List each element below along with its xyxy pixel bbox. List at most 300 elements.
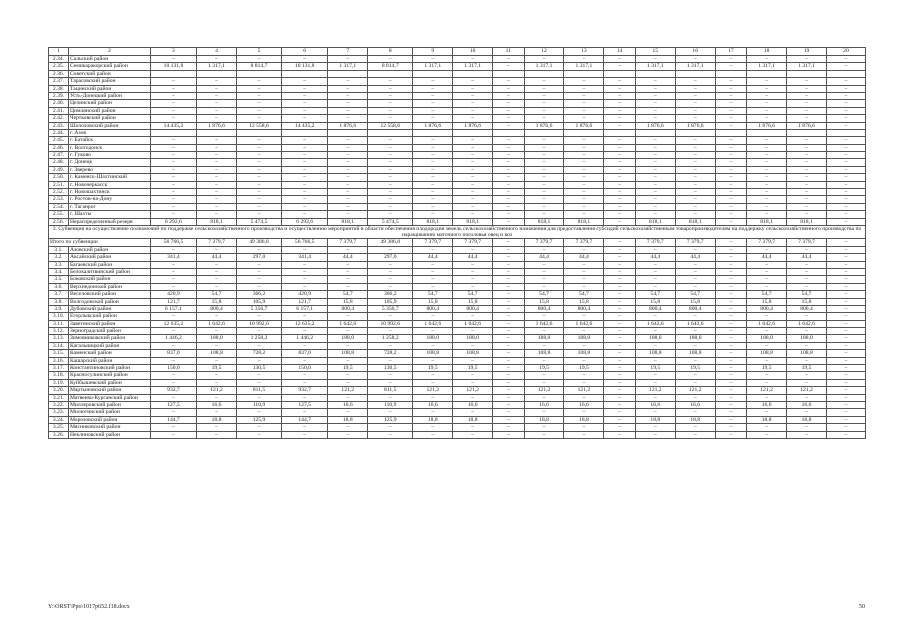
table-cell: –	[524, 85, 564, 92]
table-cell: –	[564, 144, 604, 151]
table-cell: –	[787, 144, 827, 151]
table-cell: –	[564, 56, 604, 63]
table-cell: –	[150, 409, 196, 416]
table-cell: –	[493, 196, 525, 203]
total-cell: 7 379,7	[635, 239, 675, 246]
table-cell: –	[747, 328, 787, 335]
table-cell: –	[826, 78, 865, 85]
table-cell: 6 292,6	[282, 218, 328, 225]
total-cell: –	[604, 239, 636, 246]
table-cell: –	[413, 203, 453, 210]
table-row	[49, 268, 866, 275]
table-cell	[635, 70, 675, 77]
table-cell: –	[715, 320, 747, 327]
table-cell: 932,7	[150, 387, 196, 394]
table-cell: –	[413, 159, 453, 166]
table-cell: –	[493, 85, 525, 92]
table-cell: –	[524, 283, 564, 290]
table-cell: –	[453, 203, 493, 210]
table-cell: 818,1	[747, 218, 787, 225]
table-cell: –	[826, 350, 865, 357]
table-cell: 44,4	[635, 254, 675, 261]
table-cell: –	[747, 268, 787, 275]
table-cell: –	[282, 152, 328, 159]
table-cell: –	[368, 268, 413, 275]
table-cell: –	[564, 424, 604, 431]
column-header: 8	[368, 48, 413, 56]
table-cell: 1 317,1	[675, 63, 715, 70]
row-number: 3.1.	[49, 246, 69, 253]
table-cell: –	[787, 394, 827, 401]
table-cell: –	[604, 196, 636, 203]
table-cell: –	[524, 78, 564, 85]
row-number: 3.22.	[49, 401, 69, 408]
table-cell: –	[564, 100, 604, 107]
table-cell: –	[715, 335, 747, 342]
table-row	[49, 203, 866, 210]
table-cell: –	[197, 152, 237, 159]
table-cell: 54,7	[564, 291, 604, 298]
table-cell: –	[197, 203, 237, 210]
total-cell: 56 766,5	[282, 239, 328, 246]
table-cell: 818,1	[635, 218, 675, 225]
row-number: 2.52.	[49, 189, 69, 196]
table-cell	[150, 70, 196, 77]
table-cell: –	[604, 254, 636, 261]
table-cell: 1 642,6	[328, 320, 368, 327]
table-cell: –	[747, 372, 787, 379]
row-number: 3.17.	[49, 365, 69, 372]
table-cell: –	[453, 246, 493, 253]
table-row	[49, 137, 866, 144]
table-cell: –	[715, 431, 747, 438]
table-cell: –	[453, 431, 493, 438]
table-cell: 1 876,6	[197, 122, 237, 129]
table-cell: –	[197, 100, 237, 107]
row-name: Константиновский район	[68, 365, 150, 372]
table-cell: 837,0	[150, 350, 196, 357]
table-cell: –	[368, 394, 413, 401]
table-cell: –	[368, 56, 413, 63]
table-cell: –	[282, 115, 328, 122]
table-cell: –	[413, 189, 453, 196]
table-cell: 10 992,6	[236, 320, 281, 327]
table-cell: –	[826, 431, 865, 438]
table-cell: –	[197, 283, 237, 290]
column-header: 15	[635, 48, 675, 56]
table-cell: –	[524, 431, 564, 438]
table-cell: –	[715, 365, 747, 372]
table-cell: –	[787, 313, 827, 320]
table-cell: 130,5	[236, 365, 281, 372]
table-cell: –	[604, 320, 636, 327]
table-cell: –	[282, 276, 328, 283]
table-cell: –	[328, 211, 368, 218]
table-cell: –	[413, 372, 453, 379]
table-row	[49, 261, 866, 268]
total-cell: 7 379,7	[328, 239, 368, 246]
table-cell: 1 317,1	[747, 63, 787, 70]
table-cell: –	[564, 159, 604, 166]
row-number: 3.4.	[49, 268, 69, 275]
table-cell: –	[675, 166, 715, 173]
table-row	[49, 144, 866, 151]
table-cell: –	[453, 189, 493, 196]
table-cell: 121,2	[675, 387, 715, 394]
table-row	[49, 92, 866, 99]
row-name: Боковский район	[68, 276, 150, 283]
table-cell: –	[675, 276, 715, 283]
row-name: Каменский район	[68, 350, 150, 357]
table-cell: –	[453, 409, 493, 416]
table-cell: –	[564, 152, 604, 159]
table-cell: –	[150, 107, 196, 114]
table-cell: –	[564, 357, 604, 364]
table-row	[49, 78, 866, 85]
table-cell: –	[826, 115, 865, 122]
table-cell: –	[493, 328, 525, 335]
table-cell: 818,1	[675, 218, 715, 225]
table-cell: –	[150, 196, 196, 203]
table-cell: –	[787, 166, 827, 173]
table-cell: –	[328, 409, 368, 416]
total-cell: 49 386,8	[236, 239, 281, 246]
table-cell: 108,8	[635, 350, 675, 357]
table-cell: 1 317,1	[453, 63, 493, 70]
table-cell: 297,0	[236, 254, 281, 261]
table-cell: –	[453, 115, 493, 122]
table-cell: –	[150, 56, 196, 63]
table-cell: 1 642,6	[675, 320, 715, 327]
table-cell: –	[413, 379, 453, 386]
table-cell: –	[197, 357, 237, 364]
table-cell: –	[368, 211, 413, 218]
table-cell: 800,4	[635, 305, 675, 312]
table-cell: –	[524, 357, 564, 364]
table-cell: –	[282, 85, 328, 92]
table-cell	[715, 129, 747, 136]
table-cell: 188,0	[675, 335, 715, 342]
table-cell: –	[787, 181, 827, 188]
row-name: Зерноградский район	[68, 328, 150, 335]
table-cell: –	[328, 313, 368, 320]
table-cell: –	[564, 268, 604, 275]
row-name: Мартыновский район	[68, 387, 150, 394]
table-cell: –	[493, 431, 525, 438]
table-body	[49, 48, 866, 439]
table-cell: 44,4	[747, 254, 787, 261]
table-row	[49, 365, 866, 372]
row-number: 3.24.	[49, 416, 69, 423]
table-cell: –	[282, 137, 328, 144]
table-cell: –	[747, 196, 787, 203]
table-cell: –	[493, 320, 525, 327]
table-cell: –	[150, 144, 196, 151]
table-cell: –	[564, 137, 604, 144]
table-cell: –	[635, 144, 675, 151]
table-cell: –	[747, 100, 787, 107]
table-cell: –	[524, 203, 564, 210]
row-number: 2.42.	[49, 115, 69, 122]
table-row	[49, 372, 866, 379]
table-cell: 18,8	[564, 416, 604, 423]
table-row	[49, 409, 866, 416]
total-cell: 7 379,7	[787, 239, 827, 246]
row-number: 3.2.	[49, 254, 69, 261]
row-number: 2.51.	[49, 181, 69, 188]
table-cell: –	[413, 276, 453, 283]
table-cell: –	[675, 196, 715, 203]
table-cell: –	[413, 431, 453, 438]
total-cell: –	[826, 239, 865, 246]
table-cell	[675, 70, 715, 77]
table-cell: 1 317,1	[328, 63, 368, 70]
table-cell: –	[197, 181, 237, 188]
table-cell: –	[675, 357, 715, 364]
table-cell	[197, 129, 237, 136]
table-cell: –	[453, 424, 493, 431]
table-cell: –	[413, 152, 453, 159]
table-cell: –	[524, 409, 564, 416]
table-row	[49, 276, 866, 283]
table-cell: –	[328, 342, 368, 349]
table-cell: –	[282, 189, 328, 196]
table-cell: –	[236, 56, 281, 63]
table-cell: –	[413, 313, 453, 320]
table-cell: –	[282, 424, 328, 431]
table-cell: –	[368, 78, 413, 85]
row-number: 2.46.	[49, 144, 69, 151]
table-cell: –	[236, 379, 281, 386]
table-cell: –	[493, 115, 525, 122]
table-cell: –	[715, 379, 747, 386]
table-cell: 1 876,6	[675, 122, 715, 129]
table-cell: 54,7	[787, 291, 827, 298]
table-cell: 15,8	[453, 298, 493, 305]
table-cell: –	[747, 379, 787, 386]
table-cell: –	[282, 92, 328, 99]
table-cell: –	[453, 328, 493, 335]
table-cell	[282, 70, 328, 77]
table-cell: –	[150, 394, 196, 401]
table-cell: –	[635, 152, 675, 159]
table-cell: –	[413, 56, 453, 63]
table-cell: 19,5	[524, 365, 564, 372]
table-cell: –	[675, 283, 715, 290]
table-cell: –	[453, 211, 493, 218]
table-cell: –	[635, 261, 675, 268]
table-cell: –	[493, 100, 525, 107]
table-cell: –	[635, 357, 675, 364]
row-name: г. Ростов-на-Дону	[68, 196, 150, 203]
table-cell: –	[747, 313, 787, 320]
column-header: 14	[604, 48, 636, 56]
table-cell: –	[826, 174, 865, 181]
table-cell: –	[413, 92, 453, 99]
table-cell	[826, 129, 865, 136]
table-cell: –	[715, 211, 747, 218]
table-cell: –	[328, 246, 368, 253]
table-cell: –	[675, 78, 715, 85]
table-cell: 16,6	[197, 401, 237, 408]
table-cell: –	[328, 115, 368, 122]
table-cell: –	[150, 203, 196, 210]
table-cell	[675, 129, 715, 136]
table-cell: –	[826, 365, 865, 372]
table-cell: –	[675, 424, 715, 431]
table-cell: 150,0	[150, 365, 196, 372]
table-cell: 16,6	[453, 401, 493, 408]
table-cell: –	[787, 409, 827, 416]
table-cell: 105,9	[236, 298, 281, 305]
table-cell: –	[787, 100, 827, 107]
table-cell: –	[197, 246, 237, 253]
row-number: 3.14.	[49, 342, 69, 349]
table-cell: 121,2	[747, 387, 787, 394]
table-cell: –	[368, 166, 413, 173]
table-cell: –	[635, 56, 675, 63]
table-cell: –	[604, 181, 636, 188]
table-row	[49, 320, 866, 327]
table-row	[49, 342, 866, 349]
table-cell: –	[197, 107, 237, 114]
table-cell: 15,8	[413, 298, 453, 305]
table-cell: –	[747, 152, 787, 159]
table-cell: –	[493, 416, 525, 423]
table-cell: –	[635, 189, 675, 196]
table-cell: –	[282, 144, 328, 151]
table-cell: –	[524, 313, 564, 320]
table-cell: 150,0	[282, 365, 328, 372]
table-cell: 1 642,6	[787, 320, 827, 327]
table-cell: –	[675, 342, 715, 349]
table-cell: –	[747, 431, 787, 438]
table-cell: 188,0	[453, 335, 493, 342]
table-cell: –	[826, 335, 865, 342]
table-cell: –	[328, 92, 368, 99]
table-cell: –	[282, 313, 328, 320]
table-cell: –	[150, 78, 196, 85]
table-cell: –	[826, 424, 865, 431]
table-cell	[453, 129, 493, 136]
table-row	[49, 335, 866, 342]
table-cell: –	[453, 181, 493, 188]
table-cell: –	[787, 196, 827, 203]
table-cell: –	[197, 394, 237, 401]
table-cell: –	[282, 328, 328, 335]
table-cell: 818,1	[564, 218, 604, 225]
table-cell	[564, 129, 604, 136]
table-cell: –	[453, 107, 493, 114]
table-cell: –	[328, 268, 368, 275]
table-cell: –	[413, 261, 453, 268]
table-cell: 108,8	[197, 350, 237, 357]
table-cell: –	[493, 92, 525, 99]
table-cell: –	[675, 246, 715, 253]
table-cell: –	[604, 424, 636, 431]
table-cell: –	[197, 424, 237, 431]
table-cell: –	[150, 166, 196, 173]
table-cell: –	[747, 85, 787, 92]
table-cell: –	[524, 342, 564, 349]
table-cell: –	[826, 144, 865, 151]
table-cell: –	[604, 276, 636, 283]
table-cell: –	[328, 276, 368, 283]
table-cell: –	[787, 431, 827, 438]
table-cell: –	[675, 372, 715, 379]
row-name: Кагальницкий район	[68, 342, 150, 349]
table-cell: –	[675, 100, 715, 107]
row-number: 3.23.	[49, 409, 69, 416]
table-cell: 110,9	[368, 401, 413, 408]
row-name: г. Зверево	[68, 166, 150, 173]
table-cell: –	[282, 107, 328, 114]
table-cell	[524, 70, 564, 77]
table-cell: –	[787, 152, 827, 159]
table-cell	[150, 129, 196, 136]
table-cell: –	[747, 115, 787, 122]
table-cell: –	[564, 342, 604, 349]
table-cell: –	[368, 100, 413, 107]
table-cell: –	[236, 372, 281, 379]
table-cell: –	[564, 166, 604, 173]
table-cell: –	[236, 159, 281, 166]
table-cell: –	[635, 115, 675, 122]
table-cell: –	[564, 78, 604, 85]
table-cell: –	[715, 424, 747, 431]
table-cell: 19,5	[453, 365, 493, 372]
table-cell: 19,5	[413, 365, 453, 372]
table-cell: 108,8	[564, 350, 604, 357]
table-cell: 12 558,6	[368, 122, 413, 129]
table-cell: 818,1	[197, 218, 237, 225]
total-cell: 7 379,7	[675, 239, 715, 246]
table-cell: 44,4	[524, 254, 564, 261]
table-cell: –	[826, 166, 865, 173]
table-cell: –	[453, 276, 493, 283]
table-cell: –	[826, 372, 865, 379]
table-cell: –	[236, 196, 281, 203]
table-cell: –	[236, 276, 281, 283]
table-cell: –	[604, 416, 636, 423]
row-name: Куйбышевский район	[68, 379, 150, 386]
row-number: 3.12.	[49, 328, 69, 335]
table-cell: –	[715, 107, 747, 114]
table-cell: –	[493, 166, 525, 173]
table-cell: –	[282, 261, 328, 268]
table-cell: 811,5	[236, 387, 281, 394]
table-cell: 188,0	[635, 335, 675, 342]
table-cell: 18,8	[747, 416, 787, 423]
table-cell: 15,8	[524, 298, 564, 305]
table-cell: –	[635, 196, 675, 203]
row-name: Нераспределенный резерв	[68, 218, 150, 225]
table-cell: –	[493, 350, 525, 357]
table-cell: –	[197, 115, 237, 122]
table-cell: –	[826, 218, 865, 225]
table-cell: 1 446,2	[150, 335, 196, 342]
table-cell: –	[604, 174, 636, 181]
row-name: Мясниковский район	[68, 424, 150, 431]
table-cell: 16,6	[675, 401, 715, 408]
table-cell: 121,2	[197, 387, 237, 394]
row-name: Веселовский район	[68, 291, 150, 298]
table-cell: –	[236, 92, 281, 99]
table-cell: –	[197, 372, 237, 379]
table-cell: –	[282, 174, 328, 181]
table-cell: –	[368, 85, 413, 92]
table-cell: 16,6	[413, 401, 453, 408]
